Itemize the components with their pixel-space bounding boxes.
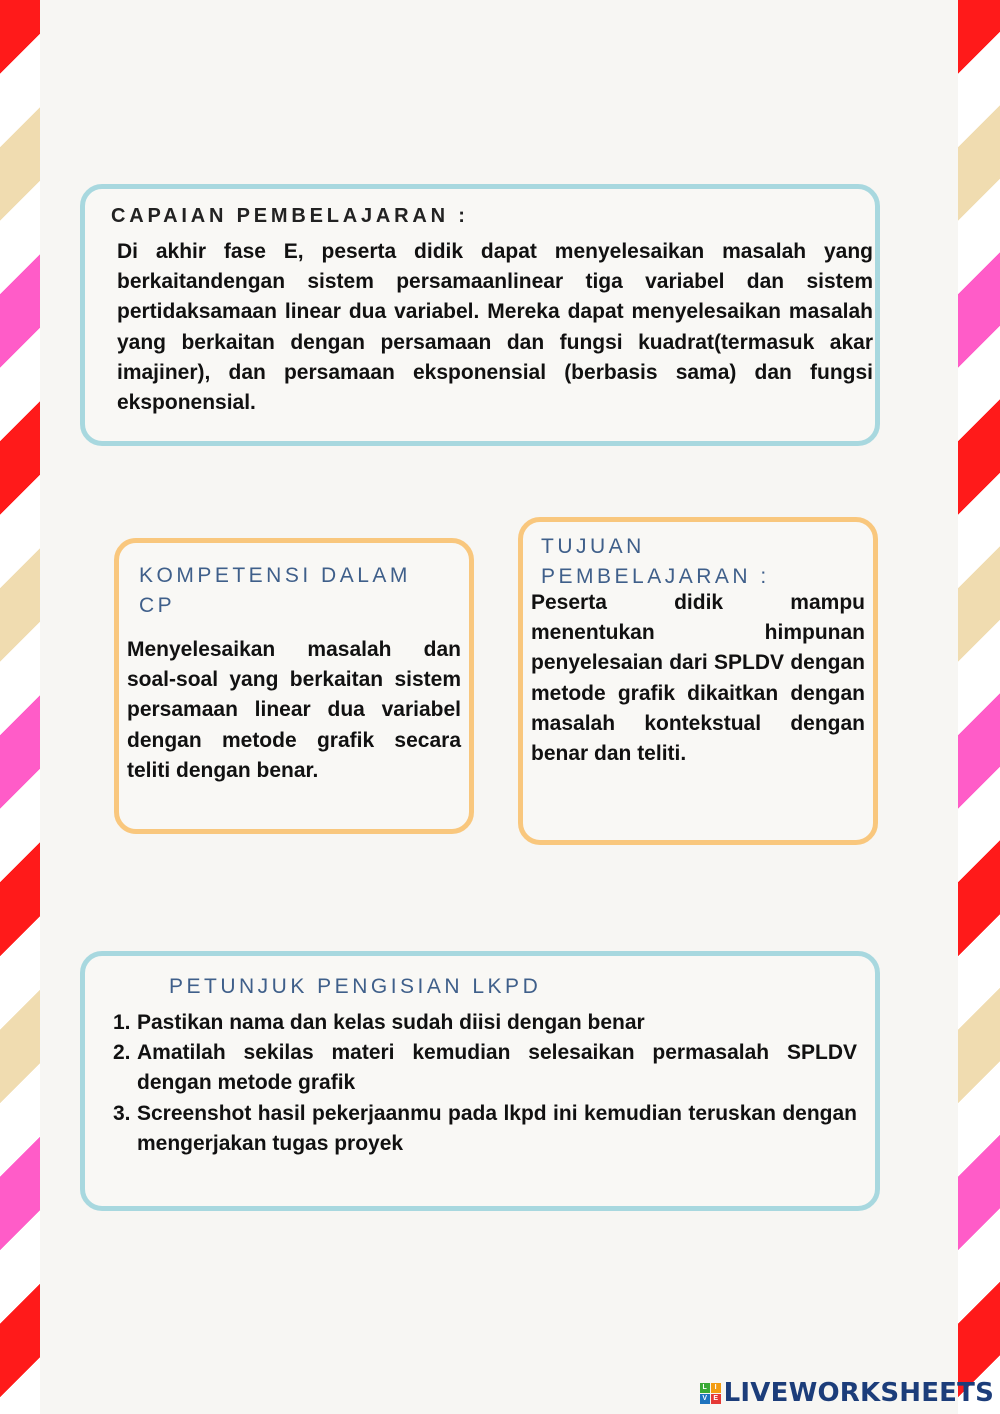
tujuan-text: Peserta didik mampu menentukan himpunan penyelesaian dari SPLDV dengan metode grafik dikaitkan dengan masalah kontekstual dengan benar dan teliti. bbox=[531, 591, 865, 766]
list-item-number: 2. bbox=[113, 1041, 131, 1065]
list-item bbox=[113, 1008, 857, 1038]
kompetensi-box bbox=[114, 538, 474, 834]
kompetensi-title: KOMPETENSI DALAM CP bbox=[139, 564, 411, 617]
kompetensi-text: Menyelesaikan masalah dan soal-soal yang berkaitan sistem persamaan linear dua variabel dengan metode grafik secara teliti dengan benar. bbox=[127, 638, 461, 782]
capaian-pembelajaran-box bbox=[80, 184, 880, 446]
list-item-text: Pastikan nama dan kelas sudah diisi dengan benar bbox=[137, 1011, 645, 1034]
tujuan-box bbox=[518, 517, 878, 845]
logo-mark-letter: V bbox=[700, 1394, 710, 1404]
right-candy-stripe-border bbox=[958, 0, 1000, 1414]
list-item bbox=[113, 1099, 857, 1159]
tujuan-title: TUJUAN PEMBELAJARAN : bbox=[541, 535, 770, 588]
logo-mark-letter: L bbox=[700, 1383, 710, 1393]
liveworksheets-logo-icon bbox=[700, 1383, 721, 1404]
petunjuk-box bbox=[80, 951, 880, 1211]
liveworksheets-logo[interactable] bbox=[700, 1378, 994, 1408]
capaian-text: Di akhir fase E, peserta didik dapat menyelesaikan masalah yang berkaitandengan sistem persamaanlinear tiga variabel dan sistem pertidaksamaan linear dua variabel. Mereka dapat menyelesaikan masalah yang berkaitan dengan persamaan dan fungsi kuadrat(termasuk akar imajiner), dan persamaan eksponensial (berbasis sama) dan fungsi eksponensial. bbox=[117, 240, 873, 415]
left-candy-stripe-border bbox=[0, 0, 40, 1414]
list-item bbox=[113, 1038, 857, 1098]
logo-mark-letter: I bbox=[711, 1383, 721, 1393]
liveworksheets-logo-text: LIVEWORKSHEETS bbox=[723, 1378, 994, 1408]
list-item-number: 3. bbox=[113, 1101, 131, 1125]
logo-mark-letter: E bbox=[711, 1394, 721, 1404]
capaian-title: CAPAIAN PEMBELAJARAN : bbox=[111, 205, 469, 227]
petunjuk-title: PETUNJUK PENGISIAN LKPD bbox=[169, 975, 542, 998]
list-item-text: Screenshot hasil pekerjaanmu pada lkpd ini kemudian teruskan dengan mengerjakan tugas proyek bbox=[137, 1101, 857, 1155]
list-item-text: Amatilah sekilas materi kemudian selesaikan permasalah SPLDV dengan metode grafik bbox=[137, 1041, 857, 1095]
petunjuk-list bbox=[113, 1008, 857, 1159]
list-item-number: 1. bbox=[113, 1011, 131, 1034]
